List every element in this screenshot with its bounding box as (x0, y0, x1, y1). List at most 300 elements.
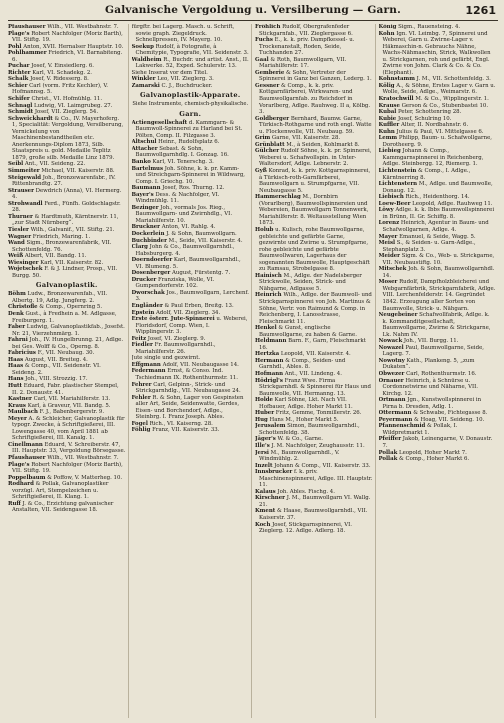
entry-details: & Pollak, Galvanoplastiker vorzügl. Art, Stempelzeichen u. Schriftgießerei, II. Klang. 1. (12, 481, 109, 501)
entry-name: Krause (378, 102, 400, 109)
directory-entry (8, 116, 126, 162)
entry-name: Mitschek (378, 266, 407, 273)
entry-details: Joh., vormals Jos. Rieg., Baumwollgarn- und Zwirnhdlg., VI. Mariahilferstr. 10. (135, 204, 233, 224)
entry-details: Leopold, Hoher Markt 7. (399, 449, 467, 456)
entry-name: Nowazel (378, 344, 404, 351)
entry-details: Jakob, Leinengarne, V. Donaustr. 7. (382, 436, 493, 449)
entry-details: & Comp., Opernring 5. (39, 304, 103, 311)
entry-name: Gemberie (255, 69, 285, 76)
entry-details: Sigm., Rauensteing. 4. (398, 24, 461, 30)
entry-name: Schmidt (8, 109, 34, 116)
entry-name: Altschul (131, 139, 157, 146)
entry-name: Meyer (8, 415, 27, 422)
entry-name: Koch (255, 521, 271, 528)
entry-name: Christofle (8, 304, 38, 311)
directory-entry (132, 368, 250, 381)
directory-entry (132, 244, 250, 257)
entry-details: f. k. priv. Maschinenspinnerei, Adlge. III. Hauptstr. 11. (259, 469, 373, 489)
entry-name: Erste österr. Jute-Spinnerei (131, 316, 215, 323)
entry-name: Hertzka (255, 351, 280, 358)
entry-details: & Hardtmuth, Kärntnerstr. 11, „zur Stadt Nürnberg“. (12, 213, 119, 227)
entry-details: Albert, VII. Bandg. 11. (24, 253, 87, 260)
entry-details: Josef, Ros. Thurng. 12. (162, 185, 225, 192)
entry-details: Ludwig, VI. Laimgrubeg. 27. (34, 102, 113, 109)
directory-entry (8, 240, 126, 253)
column-1 (8, 24, 129, 718)
entry-details: F. J., Babenbergerstr. 9. (39, 409, 105, 416)
entry-name: Strauser (8, 187, 34, 194)
entry-details: d. Kammgarn- & Baumwoll-Spinnerei zu Harland bei St. Pölten, Comp. II. Filzgasse 3. (135, 119, 243, 139)
entry-name: Henkel (255, 325, 277, 332)
entry-details: Fritz, Gemme, Tonmillerstr. 26. (275, 410, 362, 417)
directory-entry (255, 24, 373, 37)
entry-name: Fröhlich (255, 24, 281, 30)
entry-details: Ant., VII. Lindeng. 4. (284, 370, 342, 377)
entry-details: Franz Wwe. Firma Strickgarnhdl. & Spinnerei für Haus und Baumwolle, VII. Hermanng. 13. (259, 377, 371, 397)
entry-name: Holde (255, 397, 273, 404)
entry-details: Adolf, VII. Zieglerg. 34. (156, 309, 221, 316)
entry-name: Plage's (8, 461, 30, 468)
directory-entry (8, 201, 126, 214)
directory-entry (379, 279, 497, 312)
entry-details: M., Baumwollgarnhdl., V. Windmühlg. 2. (259, 449, 340, 463)
directory-entry (132, 316, 250, 336)
directory-entry (255, 292, 373, 325)
entry-name: Kraus (8, 402, 26, 409)
entry-name: Fehrer (131, 381, 152, 388)
directory-entry (379, 253, 497, 266)
entry-details: Joh., IV. Hungelbrunng. 21, Adlge. bei Ges. Wolff & Co., Operng. 8. (12, 337, 124, 350)
entry-details: Siehe Inserat vor dem Titel. (131, 69, 208, 76)
directory-entry (8, 83, 126, 96)
entry-details: & Comp., Seiden- und Garnhdl., Ables. 8. (259, 357, 346, 371)
directory-entry (255, 495, 373, 508)
entry-details: Ernst, & Conso. Ind. Tschiedmann IX. Rothenthurmstr. 11. (135, 368, 239, 381)
entry-details: Franz, VII. Kaiserstr. 33. (152, 427, 220, 434)
entry-name: Doerndoerfer (131, 257, 173, 264)
entry-name: Kohnstamm (378, 76, 415, 83)
entry-details: Ferd., Fünfh. Goldschlagstr. 28. (12, 200, 121, 214)
entry-name: Gülcher (255, 148, 280, 155)
entry-name: Goldberger (255, 115, 290, 122)
entry-name: Grim (255, 135, 271, 142)
directory-entry (8, 462, 126, 475)
entry-name: Ille's (255, 443, 270, 449)
entry-name: Wojetschek (8, 266, 43, 273)
entry-details: Robert Nachfolger (Moriz Barth), VII. Stiftg. 19. (12, 461, 123, 475)
entry-details: Emanuel, & Seide, Wagg. 5. (399, 233, 476, 240)
entry-details: & Roth, Baumwollgarn, VII. Mariahilferstr. 17. (259, 56, 347, 70)
entry-details: Josef, VI. Zieglerg. 9. (147, 335, 206, 342)
entry-details: Wilh., VII. Westbahnstr. 7. (47, 455, 119, 461)
entry-name: Nowotny (378, 357, 405, 364)
entry-details: u. Weberei, Floridsdorf, Comp. Wien, I. Wipplingerstr. 3. (135, 316, 248, 336)
entry-details: Karl, à Graveur, VII. Bandg. 5. (27, 402, 111, 409)
directory-entry (8, 50, 126, 63)
entry-name: Hutt (8, 382, 22, 389)
entry-name: Winkler (131, 76, 156, 83)
entry-name: Böhm (8, 291, 26, 298)
entry-name: Bayer's (131, 191, 154, 198)
entry-details: J. & Sohn, Baumwollgarn. (166, 230, 237, 237)
entry-details: C. J., Buchdrucker. (161, 82, 213, 89)
entry-details: & Gunst, englische Baumwollgarne, zu haben & Garne. (259, 325, 357, 338)
section-heading: Galvanoplastik-Apparate. (140, 91, 241, 100)
directory-entry (379, 83, 497, 96)
entry-details: Anton, VI. Rahlg. 4. (161, 224, 216, 231)
entry-name: Hermann (255, 357, 284, 364)
entry-details: Alter, II. Nordbahnstr. 6. (401, 122, 469, 129)
entry-details: Leopold, VII. Kaiserstr. 4. (280, 351, 351, 358)
directory-entry (379, 207, 497, 220)
entry-name: Neugebeiner (378, 312, 418, 319)
entry-details: J. M. Nachfolger, Zeughausstr. 11. (271, 443, 365, 449)
entry-name: Buchbinder (131, 237, 167, 244)
entry-name: König (378, 24, 397, 30)
entry-details: Karl, Baumwollgarnhdl., VI. Blumeng. 5. (135, 257, 241, 270)
entry-name: Gyß (255, 168, 267, 175)
entry-name: Bartelmus (131, 165, 164, 172)
entry-name: Wiesinger (8, 259, 39, 266)
directory-entry (255, 358, 373, 371)
entry-name: Pfannenschmid (378, 423, 426, 430)
directory-entry (255, 508, 373, 521)
entry-details: John & Co., Baumwollgarnhdl., Habsburgerg. 4. (135, 244, 235, 257)
directory-entry (132, 395, 250, 421)
entry-details: Wilh., VII. Westbahnstr. 7. (47, 24, 119, 30)
entry-details: Hans M., Hoher Markt 5. (269, 416, 339, 423)
entry-details: Joh., VIII. Strozzig. 17. (25, 376, 88, 383)
entry-name: Cinellmann (8, 441, 43, 448)
entry-details: Wilh., Galvanif., VII. Stiftg. 21. (30, 226, 115, 233)
entry-name: Federmann (131, 368, 166, 375)
entry-details: Sebast. & Sohn, Baumwollgarnhdlg. I. Gonzag. 16. (135, 145, 229, 159)
section-heading: Galvanoplastik. (35, 281, 98, 290)
entry-name: Seibl (8, 161, 24, 168)
section-note: Siehe Instrumente, chemisch-physikalische. (132, 101, 249, 108)
directory-entry (379, 168, 497, 181)
entry-name: Kastner (8, 396, 32, 403)
entry-details: Fr. Baumwollgarnhdl., Mariahilferstr. 26. (135, 342, 216, 355)
entry-name: Fahrni (8, 337, 28, 344)
directory-entry (132, 382, 250, 395)
entry-details: Michael, VII. Kaiserstr. 88. (41, 168, 115, 175)
directory-entry (255, 378, 373, 398)
entry-details: Rudolf, à Fotografie, à Chemitypie, Typografie, VII. Seidenstr. 3. (135, 43, 249, 57)
directory-entry (255, 325, 373, 338)
entry-name: Hug (255, 416, 268, 423)
directory-entry (8, 175, 126, 188)
entry-name: Huber (255, 410, 275, 417)
directory-entry (255, 83, 373, 116)
entry-details: & Comp., k. k. priv. Kottgarnfärberei, Wirkwaren- und Baumwollgarnfab. zu Reichdorf in Vorarlberg, Adlge. Rauhweg. II a, Kölbg. 3. (259, 82, 371, 116)
entry-details: Josef, V. Ridesserg. 8. (30, 76, 89, 83)
entry-details: Karl Söhne, Lkt. Nach VII. Hofbauer, Adlge. Hoher Markt 11. (259, 397, 353, 410)
directory-entry (132, 290, 250, 303)
entry-name: Zamarski (131, 82, 160, 89)
entry-details: Eduard, V. Schreiberstr. 47, III. Hauptstr. 33, Vergoldung Börsegasse. (12, 441, 126, 455)
entry-details: Carl, Gelpinn-, Strick- und Strickgarnhdlg., VII. Neubaugasse 24. (135, 381, 241, 395)
entry-details: Josef, V. Einsiedlerg. 6. (31, 63, 94, 70)
entry-details: Philipp, Baum- u. Schafwollgarne, Dorotheerg. 9. (382, 135, 492, 148)
entry-details: A., & Söhne, Erstes Lager v. Garn u. Wolle, Seide, Adlge., Weimarstr. 6. (382, 82, 496, 96)
entry-details: Josef, Stickgarnspinnerei, VI. Zieglerg. 12. Adlge. Adlerg. 18. (259, 521, 352, 535)
entry-details: Jgn., Kunstwollspinnerei in Pirna b. Dresden, Adlg. 1. (382, 397, 482, 410)
entry-details: M. & Co., Wipplingerstr. 1. (415, 96, 489, 103)
directory-entry (132, 57, 250, 70)
directory-entry (132, 24, 250, 44)
entry-details: & Schwabe, Fichtegasse 8. (413, 410, 488, 417)
entry-name: Kment (255, 508, 276, 515)
entry-details: u. Kulisch, rohe Baumwollgarne, gebleichte und gefärbte Garne, gezwirnte und Zwirne u. Strumpfgarne, rohe gebleichte und gefärbte Baumwollwaren, Lagerhaus der sogenannten Baumwolle, Hauptgeschäft zu Ramsau, Strobelgasse 8. (259, 226, 370, 273)
entry-name: Maulbach (8, 409, 38, 416)
directory-entry (8, 311, 126, 324)
entry-details: Adolf, VII. Neubaugasse 14. (162, 361, 239, 368)
entry-name: Effgmann (131, 361, 161, 368)
entry-name: Feitz (131, 335, 147, 342)
entry-details: Franziska, Wolle, VI. Gumpendorferstr. 102. (135, 276, 215, 290)
entry-details: & Comp., VII. Seidenstr. VI. Seideng. 2. (12, 363, 101, 376)
directory-entry (255, 450, 373, 463)
entry-details: M., Adlge. der Nadelsberger Strickwolle, Seiden, Strick- und Nähgarne, Adlgasse 5. (259, 272, 362, 292)
entry-name: Puchar (8, 63, 30, 70)
entry-name: Liebieg (378, 148, 401, 155)
entry-name: Kratochwill (378, 96, 414, 103)
directory-entry (8, 383, 126, 396)
entry-details: R., Buchdr. und artist. Anst., II. Lakwerke. 52, Exped. Schulerstr. 13. (135, 56, 249, 70)
entry-details: Ludw., Bronzewarenfab., VII. Albertg. 19, Adlg. Jungferg. 2. (12, 291, 108, 304)
text-columns (8, 24, 498, 718)
directory-entry (379, 148, 497, 168)
directory-entry (132, 205, 250, 225)
entry-details: August, VII. Breiteg. 4. (24, 356, 88, 363)
entry-name: Simmeiter (8, 168, 40, 175)
entry-name: Clarg (131, 244, 148, 251)
entry-name: Strohwandl (8, 200, 43, 207)
entry-name: Obwezer (378, 370, 405, 377)
section-heading: Garn. (179, 109, 202, 118)
entry-details: Josef, Schulring 10. (397, 115, 452, 122)
directory-entry (8, 501, 126, 514)
entry-details: J. & Co., Erzichtung galvanischer Anstalten, VII. Seidengasse 18. (12, 500, 114, 514)
directory-entry (132, 257, 250, 270)
entry-details: & Hoag, VII. Seideng. 10. (414, 416, 485, 423)
entry-details: Julius & Paul, VI. Mittelgasse 6. (396, 128, 484, 135)
column-2 (132, 24, 253, 718)
entry-details: Carl (vorm. Fritz Kechler), V. Hofmannsg. 5. (12, 82, 109, 96)
entry-details: Konrad, k. k. priv. Kottgarnspinnerei, à Türkisch-roth-Garnfärberei, Baumwollgarn u. Strumpfgarne, VII. Neubaugasse 5. (259, 168, 371, 194)
entry-name: Wand (8, 240, 25, 247)
directory-entry (379, 181, 497, 194)
entry-details: Karl, VII. Kaiserstr. 82. (40, 259, 104, 266)
entry-name: Kalaus (255, 488, 276, 495)
entry-details: Carl, Rothenthurmstr. 16. (406, 370, 477, 377)
entry-details: Karl, VI. Tenerschg. 3. (152, 158, 214, 165)
entry-details: Johann & Comp., VII. Kaiserstr. 33. (274, 462, 371, 469)
directory-entry (255, 397, 373, 410)
entry-details: Joh., Bronzewarenfabr., IV. Rittenbrandtg. 27. (12, 174, 116, 188)
entry-name: Tiesler (8, 226, 29, 233)
entry-details: & Poffow, V. Matterheg. 10. (47, 474, 123, 481)
entry-name: Haas (8, 356, 24, 363)
entry-name: Fehler (131, 394, 151, 401)
entry-details: F., VII. Neubaug. 30. (37, 350, 95, 357)
entry-details: Friedrich, Maring. 1. (32, 233, 91, 240)
directory-entry (8, 31, 126, 44)
entry-details: J. M., Baumwollgarn VI. Wallg. 21. (259, 495, 371, 508)
entry-details: E., k. k. priv. Dampfkessel- u. Trockenanstalt, Roden, Seide, Tuchhanden 27. (259, 37, 355, 57)
entry-details: Johann & Comp., Kammgarnspinnerei in Reichenberg, Adlge. Steinbergg. 12, Riemerg. 1. (382, 148, 484, 168)
entry-details: J. M., VII. Schottenfeldg. 3. (416, 76, 491, 83)
entry-details: Joh. Söhne, k. k. pr. Kamm- und Streichgarn-Spinnerei in Wildwarg, Comp. I. Griechg. 10. (135, 165, 246, 185)
entry-name: Schier (8, 82, 28, 89)
entry-name: Gessner (255, 82, 280, 89)
entry-name: Dworschak (131, 289, 165, 296)
entry-name: Actiengesellschaft (131, 119, 188, 126)
entry-name: Fuchs (255, 37, 273, 44)
entry-name: Grünblatt (255, 141, 285, 148)
entry-name: Heldmann (255, 338, 287, 345)
entry-details: S., & Seiden- u. Garn-Adlge., Stephanplatz 3. (382, 240, 476, 253)
entry-name: Loew-Beer (378, 200, 411, 207)
directory-entry (8, 442, 126, 455)
entry-details: Sigm. & Co., Web- u. Strickgarne, VII. Neubaustiftg. 10. (382, 253, 495, 266)
entry-details: Rudolf Söhne, k. k. pr. Spinnerei, Weberei u. Schafwollspin. in Unter-Waltersdorf, Adlge. Lebnerstr. 2. (259, 148, 372, 168)
entry-name: Kubie (378, 115, 397, 122)
entry-name: Ortmann (378, 397, 406, 404)
entry-name: Jerusalem (255, 423, 286, 430)
directory-entry (255, 148, 373, 168)
entry-name: Pohlhammer (8, 50, 47, 57)
entry-name: Meisl (378, 240, 396, 247)
entry-name: Moser (378, 279, 398, 286)
entry-name: Lichtenstern (378, 181, 418, 188)
running-title: Galvanische Vergoldung u. Versilberung — Garn. (105, 4, 401, 16)
entry-details: Joh. Ables. Fischg. 4. (277, 488, 335, 495)
entry-name: Weiß (8, 253, 24, 260)
entry-name: Pollak (378, 449, 398, 456)
directory-entry (255, 338, 373, 351)
entry-name: Föhlig (131, 427, 151, 434)
directory-entry (8, 481, 126, 501)
entry-name: Ornauer (378, 377, 404, 384)
entry-details: R. & Sohn, Lager von Gespinsten aller Art, Seide, Seidenwatte, Gerdes, Eisen- und Borchendorf, Adlge., Steinbrg. I. Franz Joseph. Ables. (135, 394, 244, 421)
entry-details: Sigm., Bronzewarenfabrik, VII. Schottenfeldg. 76. (12, 240, 112, 253)
entry-name: Kuhn (378, 128, 395, 135)
entry-details: Rich., Heidenthorg. 14. (405, 194, 470, 201)
page-header (8, 4, 498, 21)
entry-name: Mayer (378, 233, 398, 240)
directory-entry (132, 44, 250, 57)
directory-entry (255, 70, 373, 83)
entry-details: F. & J. Lindner, Prosp., VII. Burgg. 50. (12, 266, 118, 279)
directory-entry (255, 227, 373, 273)
entry-name: Banko (131, 158, 151, 165)
directory-entry (255, 194, 373, 227)
directory-entry (8, 188, 126, 201)
directory-entry (379, 31, 497, 77)
entry-name: Wagner (8, 233, 32, 240)
entry-name: Faber (8, 324, 26, 331)
entry-details: Heinrich, Agentur in Baum- und Schafwollgarnen, Adlge. 4. (382, 220, 489, 233)
directory-entry (379, 358, 497, 371)
entry-name: Rodhard (8, 481, 34, 488)
entry-details: Schafwollfabrik, Adlge. k. k. Kommanditgesellschaft, Baumwollgarne, Zwirne & Strickgarne, Lk. Nahm IV. (382, 312, 491, 338)
entry-details: Carl, VII. Mariahilferstr. 13. (33, 396, 111, 403)
entry-details: Barn. F., Garn, Fleischmarkt 16. (259, 338, 366, 351)
entry-details: & Co., IV. Mayerhoferg. 1, Specialität: Vergoldung, Versilberung, Vernickelung von Maschinenbestandtheilen etc. Anerkennungs-Diplom 1873, Silb. Staatspreis u. gold. Medaille Teplitz 1879, große silb. Medaille Linz 1879. (12, 115, 124, 161)
entry-name: Hödrigl's (255, 377, 283, 384)
directory-entry (8, 266, 126, 279)
directory-entry (379, 456, 497, 463)
entry-name: Liebisch (378, 194, 404, 201)
entry-details: & Comp., Hoher Markt 6. (399, 456, 470, 463)
directory-entry (132, 83, 250, 90)
entry-name: Dosenberger (131, 270, 171, 277)
directory-entry (8, 363, 126, 376)
directory-entry (379, 397, 497, 410)
directory-entry (132, 277, 250, 290)
entry-details: Bernhard, Baumw. Garne, Türkisch-Rothgarne und roth engl. Watte u. Flockenwolle, VII. Neubaug. 59. (259, 115, 372, 135)
entry-details: Jos., Baumwollgarn, Lerchenf. 3. (135, 289, 249, 303)
column-4 (379, 24, 499, 718)
directory-entry (8, 324, 126, 337)
directory-entry (132, 192, 250, 205)
entry-details: Leopold, Adlge. Rauhweg 11. (412, 200, 493, 207)
entry-details: Ign. VI. Leimbg. 7, Spinnerei und Weberei, Garn u. Zwirne-Lager v. Häkmaschin-n. Gebrauchs Nähne, Wachs-Nähmaschin, Strick, Walkwollen u. Strickgarnen, roh und gefärbt, Engl. Zwirne von Johm. Clark & Co. & Co. (Elephant). (382, 30, 491, 76)
entry-name: Pollak (378, 456, 398, 463)
entry-name: Baumann (131, 185, 161, 192)
entry-name: Kohn (378, 30, 395, 37)
entry-name: Denk (8, 310, 24, 317)
entry-details: Robert Nachfolger (Moriz Barth), VII. Stiftg. 19. (12, 30, 123, 44)
entry-name: Steigewald (8, 174, 42, 181)
column-3 (255, 24, 376, 718)
entry-name: Bruckner (131, 224, 161, 231)
entry-name: Pfeiffer (378, 436, 402, 443)
entry-name: Kölig (378, 82, 395, 89)
entry-details: Josef, VII. Zieglerg. 54. (34, 109, 99, 116)
entry-details: Friedrich, VI. Barnabiteng. 6. (12, 50, 123, 63)
entry-details: M., Adlge. und Baumwolle, Donaug. 12. (382, 181, 493, 194)
directory-entry (379, 220, 497, 233)
entry-name: Plage's (8, 30, 30, 37)
entry-name: Fogel (131, 420, 148, 427)
entry-details: Dewdrich (Anna), VI. Hermerg. 4. (12, 187, 122, 201)
entry-details: Garne, VII. Kaiserstr. 28. (271, 135, 341, 142)
entry-name: Pfaushauser (8, 455, 46, 461)
entry-name: Hofmann (255, 370, 284, 377)
entry-name: Pfaushauser (8, 24, 46, 30)
entry-name: Haas (8, 363, 24, 370)
entry-name: Ruff (8, 500, 21, 507)
directory-entry (132, 120, 250, 140)
entry-details: fürgftr. bei Lagerg. Masch. u. Schrift, sowie graph. Ziegeldruck. Schnellpressen, IV. Mayerg. 10. (131, 24, 235, 44)
entry-name: Hainisch (255, 272, 282, 279)
entry-details: Eduard, Fabr. plastischer Stempel, II. 2. Donaustr. 41. (12, 382, 119, 396)
entry-details: Rudolf, Obergrafenfeder Stickgarnfab., VII. Zieglergasse 6. (259, 24, 353, 37)
entry-details: August, Fürstentg. 7. (171, 270, 231, 277)
entry-details: Joh. & Sohn, Baumwollgarnhdl. 14. (382, 266, 495, 279)
directory-entry (8, 337, 126, 350)
entry-details: Peter, Schottenring 28. (398, 109, 462, 116)
entry-name: Attacher (131, 145, 158, 152)
directory-entry (255, 522, 373, 535)
entry-name: Innsbrucker (255, 469, 293, 476)
entry-name: Kubal (378, 109, 397, 116)
entry-name: Fiedler (131, 342, 153, 349)
entry-details: & Paul Erben, Breitg. 13. (164, 302, 234, 309)
